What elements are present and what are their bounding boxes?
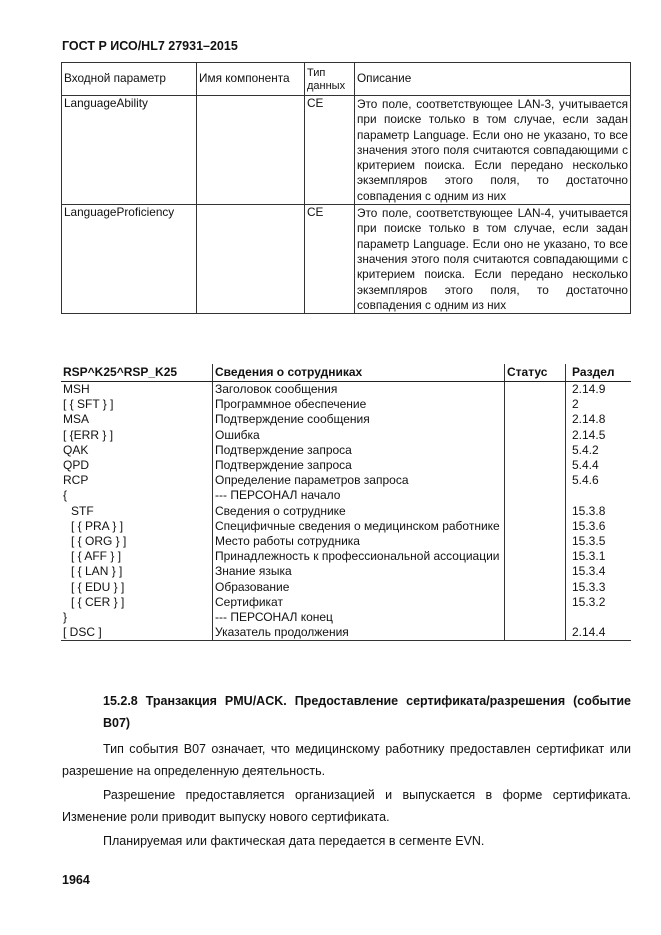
segment-description: Образование [213, 580, 505, 595]
table-row [61, 382, 631, 398]
section-ref: 2.14.8 [572, 412, 606, 427]
table-row [61, 473, 631, 488]
table-row [61, 534, 631, 549]
status-cell [505, 488, 566, 503]
segment-description: Программное обеспечение [213, 397, 505, 412]
section-ref: 15.3.4 [572, 564, 606, 579]
table-row [61, 458, 631, 473]
table-row [61, 564, 631, 579]
status-cell [505, 549, 566, 564]
param-cell: LanguageProficiency [62, 205, 197, 314]
paragraph: Разрешение предоставляется организацией и выпускается в форме сертификата. Изменение роли приводит выпуску нового сертификата. [62, 788, 631, 824]
input-parameters-table [61, 62, 631, 314]
segment-description: Подтверждение сообщения [213, 412, 505, 427]
status-cell [505, 504, 566, 519]
param-cell: LanguageAbility [62, 96, 197, 205]
section-ref: 2 [572, 397, 579, 412]
status-cell [505, 625, 566, 641]
column-header-description: Описание [355, 63, 631, 96]
segment-description: Место работы сотрудника [213, 534, 505, 549]
column-header-component: Имя компонента [197, 63, 305, 96]
segment-cell: QAK [63, 442, 89, 457]
column-header-status: Статус [505, 364, 566, 382]
segment-description: Сведения о сотруднике [213, 504, 505, 519]
type-cell: CE [305, 205, 355, 314]
status-cell [505, 428, 566, 443]
segment-cell: [ {ERR } ] [63, 427, 114, 442]
segment-cell: MSH [63, 382, 90, 396]
column-header-type: Тип данных [305, 63, 355, 96]
status-cell [505, 580, 566, 595]
section-ref: 15.3.5 [572, 534, 606, 549]
document-header: ГОСТ Р ИСО/HL7 27931–2015 [62, 39, 238, 53]
segment-cell: RCP [63, 473, 89, 488]
status-cell [505, 382, 566, 398]
segment-description: Указатель продолжения [213, 625, 505, 641]
segment-cell: [ { PRA } ] [71, 518, 124, 533]
section-heading: 15.2.8 Транзакция PMU/ACK. Предоставление сертификата/разрешения (событие В07) [103, 694, 631, 730]
section-ref: 5.4.6 [572, 473, 599, 488]
segment-cell: [ DSC ] [61, 625, 213, 641]
description-cell: Это поле, соответствующее LAN-3, учитывается при поиске только в том случае, если задан параметр Language. Если оно не указано, то все значения этого поля считаются совпадающими с критерием поиска. Если передано несколько экземпляров этого поля, то достаточно совпадения с одним из них [355, 96, 631, 205]
segment-description: Заголовок сообщения [213, 382, 505, 398]
segment-cell: QPD [63, 458, 90, 473]
status-cell [505, 458, 566, 473]
table-header-row [61, 364, 631, 382]
table-row [61, 519, 631, 534]
table-row [62, 205, 631, 314]
table-row [61, 625, 631, 641]
table-row [61, 610, 631, 625]
table-row [62, 96, 631, 205]
segment-description: Специфичные сведения о медицинском работнике [213, 519, 505, 534]
section-ref: 2.14.4 [566, 625, 632, 641]
component-cell [197, 96, 305, 205]
table-row [61, 580, 631, 595]
segment-description: --- ПЕРСОНАЛ конец [213, 610, 505, 625]
status-cell [505, 473, 566, 488]
page-number: 1964 [62, 873, 90, 887]
table-row [61, 595, 631, 610]
segment-description: Подтверждение запроса [213, 458, 505, 473]
segment-cell: [ { ORG } ] [71, 534, 127, 549]
segment-description: Ошибка [213, 428, 505, 443]
segment-cell: [ { EDU } ] [71, 579, 125, 594]
segment-description: Знание языка [213, 564, 505, 579]
status-cell [505, 534, 566, 549]
description-cell: Это поле, соответствующее LAN-4, учитывается при поиске только в том случае, если задан параметр Language. Если оно не указано, то все значения этого поля считаются совпадающими с критерием поиска. Если передано несколько экземпляров этого поля, то достаточно совпадения с одним из них [355, 205, 631, 314]
section-ref [566, 488, 632, 503]
status-cell [505, 519, 566, 534]
segment-cell: [ { SFT } ] [63, 397, 114, 412]
section-ref: 15.3.8 [572, 503, 606, 518]
column-header-param: Входной параметр [62, 63, 197, 96]
table-row [61, 412, 631, 427]
section-ref [566, 610, 632, 625]
segment-description: Подтверждение запроса [213, 443, 505, 458]
paragraph: Планируемая или фактическая дата передается в сегменте EVN. [103, 834, 485, 848]
segment-description: Принадлежность к профессиональной ассоциации [213, 549, 505, 564]
status-cell [505, 412, 566, 427]
section-ref: 15.3.2 [572, 594, 606, 609]
table-row [61, 443, 631, 458]
section-ref: 2.14.5 [572, 427, 606, 442]
status-cell [505, 610, 566, 625]
type-cell: CE [305, 96, 355, 205]
segment-cell: { [63, 488, 68, 503]
table-row [61, 504, 631, 519]
segment-cell: [ { CER } ] [71, 594, 125, 609]
segment-description: Сертификат [213, 595, 505, 610]
column-header-section: Раздел [566, 364, 632, 382]
paragraph: Тип события В07 означает, что медицинскому работнику предоставлен сертификат или разрешение на определенную деятельность. [62, 742, 631, 778]
component-cell [197, 205, 305, 314]
table-row [61, 549, 631, 564]
table-row [61, 428, 631, 443]
section-ref: 5.4.2 [572, 442, 599, 457]
status-cell [505, 564, 566, 579]
segment-cell: [ { AFF } ] [71, 549, 122, 564]
segment-cell: [ { LAN } ] [71, 564, 123, 579]
column-header-info: Сведения о сотрудниках [213, 364, 505, 382]
segment-description: Определение параметров запроса [213, 473, 505, 488]
section-ref: 15.3.3 [572, 579, 606, 594]
table-row [61, 488, 631, 503]
section-ref: 2.14.9 [572, 382, 606, 396]
segment-cell: MSA [63, 412, 90, 427]
table-row [61, 397, 631, 412]
table-header-row [62, 63, 631, 96]
status-cell [505, 397, 566, 412]
segment-description: --- ПЕРСОНАЛ начало [213, 488, 505, 503]
status-cell [505, 443, 566, 458]
section-ref: 15.3.1 [572, 549, 606, 564]
section-ref: 5.4.4 [572, 458, 599, 473]
section-ref: 15.3.6 [572, 518, 606, 533]
status-cell [505, 595, 566, 610]
message-structure-table [61, 364, 631, 641]
column-header-segment: RSP^K25^RSP_K25 [61, 364, 213, 382]
segment-cell: STF [71, 503, 94, 518]
segment-cell: } [63, 610, 68, 625]
